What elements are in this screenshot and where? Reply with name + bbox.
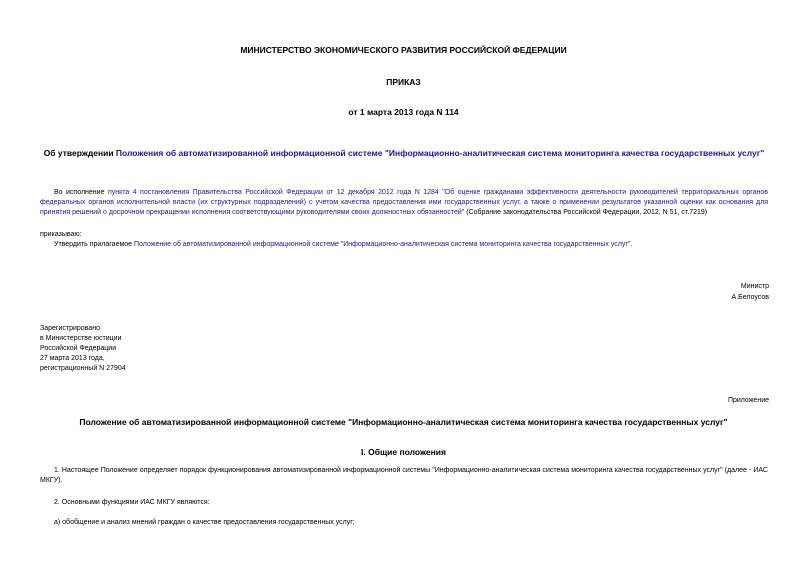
section-heading: I. Общие положения	[361, 447, 446, 457]
registration-block	[40, 324, 126, 374]
order-paragraph	[54, 240, 768, 250]
intro-decree-link[interactable]: пункта 4 постановления Правительства Российской Федерации от 12 декабря 2012 года N 1284 "Об оценке гражданами эффективности деятельности руководителей территориальных органов федеральных органов исполнительной власти (их структурных подразделений) с учетом качества предоставления ими государственных услуг, а также о применении результатов указанной оценки как основания для принятия решений о досрочном прекращении исполнения соответствующими руководителями своих должностных обязанностей"	[40, 189, 769, 216]
registration-line: в Министерстве юстиции	[40, 335, 122, 342]
intro-text-2: (Собрание законодательства Российской Федерации, 2012, N 51, ст.7219)	[464, 209, 708, 216]
intro-text-1: Во исполнение	[54, 189, 108, 196]
signature-name: А.Белоусов	[731, 294, 769, 301]
signature-position: Министр	[740, 283, 769, 290]
intro-paragraph	[40, 188, 768, 218]
doc-type-heading: ПРИКАЗ	[386, 77, 421, 87]
order-text-2: .	[630, 241, 633, 248]
ministry-heading: МИНИСТЕРСТВО ЭКОНОМИЧЕСКОГО РАЗВИТИЯ РОССИЙСКОЙ ФЕДЕРАЦИИ	[240, 45, 567, 55]
registration-line: 27 марта 2013 года,	[40, 355, 105, 362]
date-number-heading: от 1 марта 2013 года N 114	[348, 107, 459, 117]
title-prefix: Об утверждении	[43, 148, 116, 158]
registration-line: регистрационный N 27904	[40, 365, 126, 372]
document-title	[40, 147, 768, 159]
paragraph-1: 1. Настоящее Положение определяет порядок функционирования автоматизированной информационной системы "Информационно-аналитическая система мониторинга качества государственных услуг" (далее - ИАС МКГУ).	[40, 467, 768, 484]
paragraph-2: 2. Основными функциями ИАС МКГУ являются:	[54, 499, 210, 506]
registration-line: Зарегистрировано	[40, 325, 100, 332]
order-word: приказываю:	[40, 231, 82, 238]
order-regulation-link[interactable]: Положение об автоматизированной информационной системе "Информационно-аналитическая система мониторинга качества государственных услуг"	[134, 241, 631, 248]
title-link[interactable]: Положения об автоматизированной информационной системе "Информационно-аналитическая система мониторинга качества государственных услуг"	[115, 148, 765, 158]
order-text-1: Утвердить прилагаемое	[54, 241, 135, 248]
registration-line: Российской Федерации	[40, 345, 117, 352]
appendix-title: Положение об автоматизированной информационной системе "Информационно-аналитическая система мониторинга качества государственных услуг"	[79, 417, 728, 427]
appendix-label: Приложение	[727, 397, 769, 404]
paragraph-3: а) обобщение и анализ мнений граждан о качестве предоставления государственных услуг;	[54, 519, 355, 526]
